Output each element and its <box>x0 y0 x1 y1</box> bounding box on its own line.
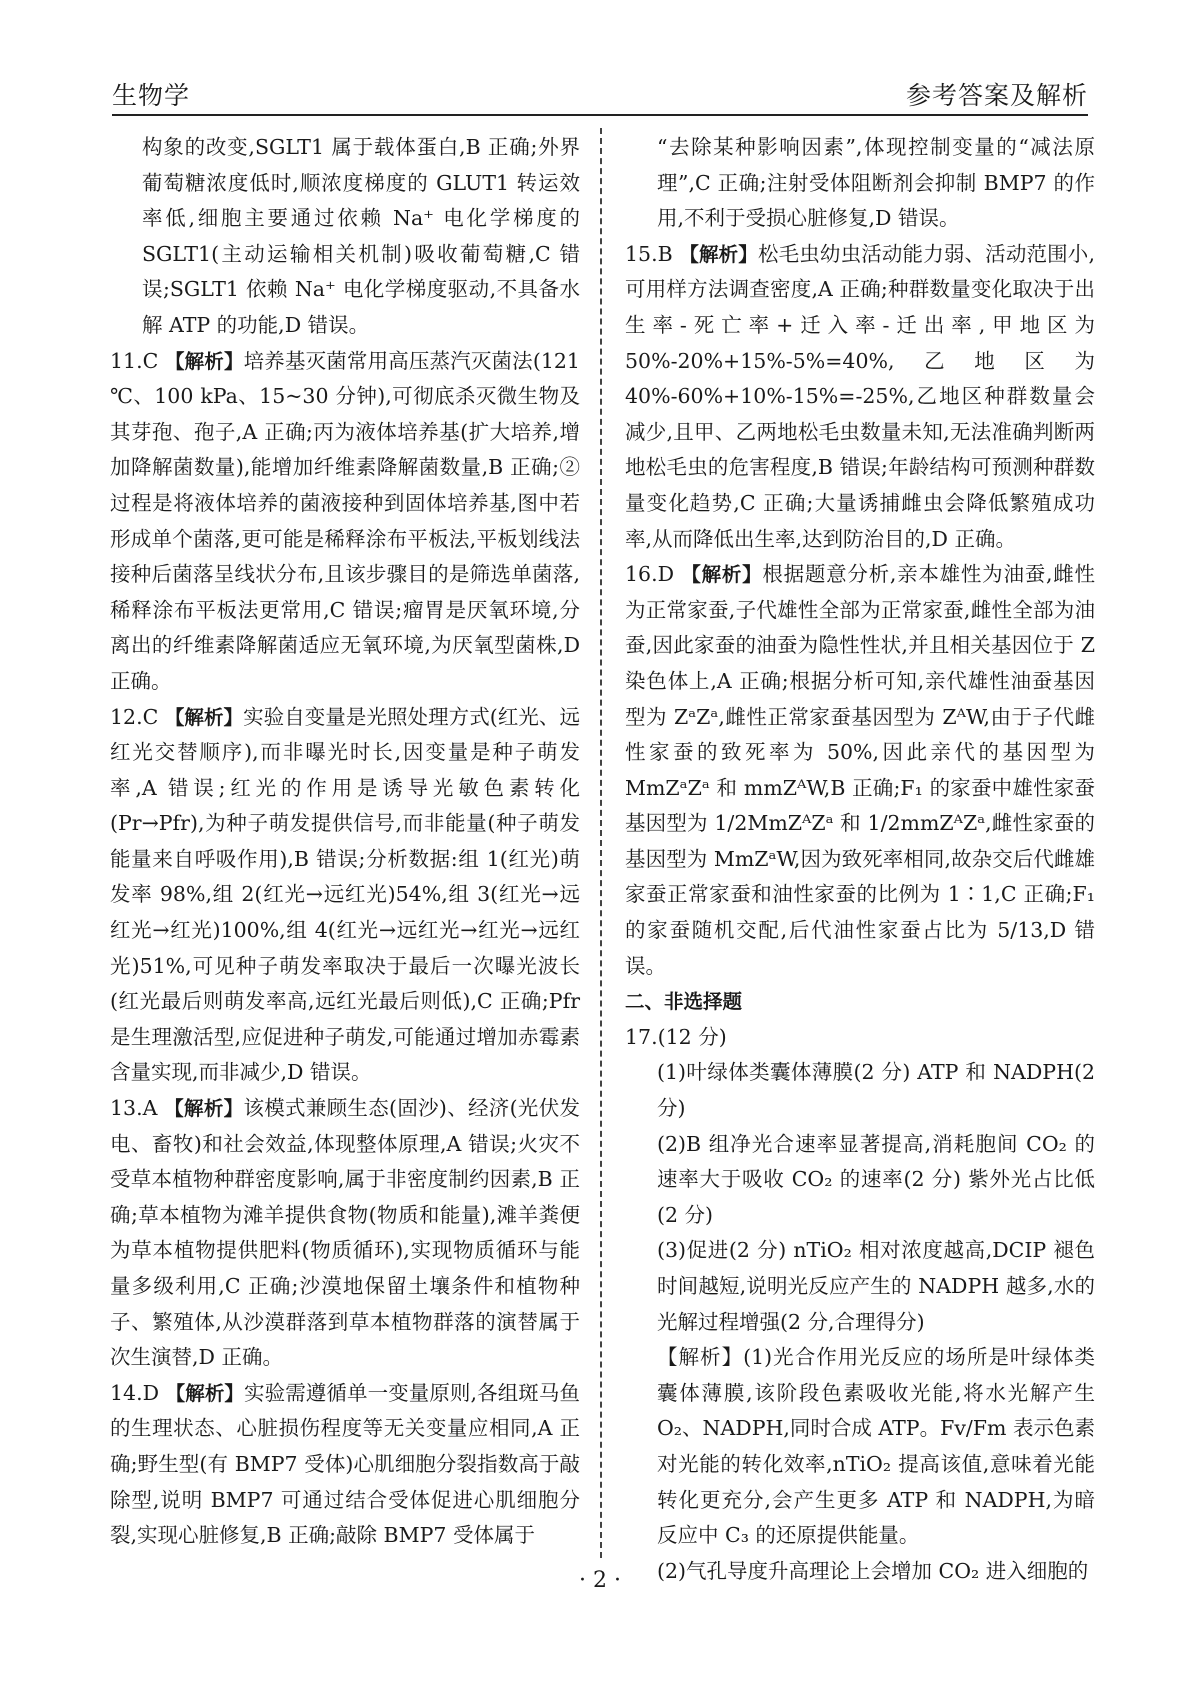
answer-17-analysis <box>625 1340 1095 1554</box>
document-title: 参考答案及解析 <box>905 81 1088 110</box>
answer-item-15 <box>625 237 1095 557</box>
analysis-tag: 【解析】 <box>657 1345 744 1370</box>
item-number: 15.B <box>625 241 673 266</box>
item-number: 12.C <box>110 704 159 729</box>
column-divider <box>600 128 602 1558</box>
answer-17-part-2: (2)B 组净光合速率显著提高,消耗胞间 CO₂ 的速率大于吸收 CO₂ 的速率(2 分) 紫外光占比低(2 分) <box>657 1131 1095 1227</box>
item-text: 培养基灭菌常用高压蒸汽灭菌法(121 ℃、100 kPa、15~30 分钟),可彻底杀灭微生物及其芽孢、孢子,A 正确;丙为液体培养基(扩大培养,增加降解菌数量),能增加纤维素降解菌数量,B 正确;②过程是将液体培养的菌液接种到固体培养基,图中若形成单个菌落,更可能是稀释涂布平板法,平板划线法接种后菌落呈线状分布,且该步骤目的是筛选单菌落,稀释涂布平板法更常用,C 错误;瘤胃是厌氧环境,分离出的纤维素降解菌适应无氧环境,为厌氧型菌株,D 正确。 <box>110 348 580 693</box>
continued-paragraph: “去除某种影响因素”,体现控制变量的“减法原理”,C 正确;注射受体阻断剂会抑制 BMP7 的作用,不利于受损心脏修复,D 错误。 <box>657 135 1095 231</box>
subject-title: 生物学 <box>112 81 191 110</box>
item-number: 11.C <box>110 348 159 373</box>
analysis-tag: 【解析】 <box>681 563 763 587</box>
answer-item-12 <box>110 700 580 1092</box>
answer-item-13 <box>110 1091 580 1376</box>
page-number: · 2 · <box>579 1568 621 1593</box>
analysis-tag: 【解析】 <box>164 349 244 373</box>
item-text: 实验自变量是光照处理方式(红光、远红光交替顺序),而非曝光时长,因变量是种子萌发率,A 错误;红光的作用是诱导光敏色素转化(Pr→Pfr),为种子萌发提供信号,而非能量(种子萌发能量来自呼吸作用),B 错误;分析数据:组 1(红光)萌发率 98%,组 2(红光→远红光)54%,组 3(红光→远红光→红光)100%,组 4(红光→远红光→红光→远红光)51%,可见种子萌发率取决于最后一次曝光波长(红光最后则萌发率高,远红光最后则低),C 正确;Pfr 是生理激活型,应促进种子萌发,可能通过增加赤霉素含量实现,而非减少,D 错误。 <box>110 704 580 1085</box>
continued-paragraph: 构象的改变,SGLT1 属于载体蛋白,B 正确;外界葡萄糖浓度低时,顺浓度梯度的 GLUT1 转运效率低,细胞主要通过依赖 Na⁺ 电化学梯度的 SGLT1(主动运输相关机制)吸收葡萄糖,C 错误;SGLT1 依赖 Na⁺ 电化学梯度驱动,不具备水解 ATP 的功能,D 错误。 <box>142 135 580 337</box>
item-number: 16.D <box>625 562 675 587</box>
item-number: 13.A <box>110 1096 158 1121</box>
right-column <box>625 130 1095 1589</box>
analysis-tag: 【解析】 <box>164 1097 244 1121</box>
item-text: 实验需遵循单一变量原则,各组斑马鱼的生理状态、心脏损伤程度等无关变量应相同,A 正确;野生型(有 BMP7 受体)心肌细胞分裂指数高于敲除型,说明 BMP7 可通过结合受体促进心肌细胞分裂,实现心脏修复,B 正确;敲除 BMP7 受体属于 <box>110 1380 580 1548</box>
answer-17-part-1: (1)叶绿体类囊体薄膜(2 分) ATP 和 NADPH(2 分) <box>657 1060 1095 1121</box>
page-header <box>112 74 1088 116</box>
section-heading: 二、非选择题 <box>625 990 743 1014</box>
item-number: 14.D <box>110 1380 160 1405</box>
item-text: 松毛虫幼虫活动能力弱、活动范围小,可用样方法调查密度,A 正确;种群数量变化取决于出生率-死亡率+迁入率-迁出率,甲地区为 50%-20%+15%-5%=40%,乙地区为 40%-60%+10%-15%=-25%,乙地区种群数量会减少,且甲、乙两地松毛虫数量未知,无法准确判断两地松毛虫的危害程度,B 错误;年龄结构可预测种群数量变化趋势,C 正确;大量诱捕雌虫会降低繁殖成功率,从而降低出生率,达到防治目的,D 正确。 <box>625 241 1095 551</box>
answer-17-part-3: (3)促进(2 分) nTiO₂ 相对浓度越高,DCIP 褪色时间越短,说明光反应产生的 NADPH 越多,水的光解过程增强(2 分,合理得分) <box>657 1238 1095 1334</box>
analysis-tag: 【解析】 <box>164 705 244 729</box>
answer-item-11 <box>110 344 580 700</box>
answer-item-14 <box>110 1376 580 1554</box>
left-column <box>110 130 580 1554</box>
item-text: 根据题意分析,亲本雄性为油蚕,雌性为正常家蚕,子代雄性全部为正常家蚕,雌性全部为油蚕,因此家蚕的油蚕为隐性性状,并且相关基因位于 Z 染色体上,A 正确;根据分析可知,亲代雄性油蚕基因型为 ZᵃZᵃ,雌性正常家蚕基因型为 ZᴬW,由于子代雌性家蚕的致死率为 50%,因此亲代的基因型为 MmZᵃZᵃ 和 mmZᴬW,B 正确;F₁ 的家蚕中雄性家蚕基因型为 1/2MmZᴬZᵃ 和 1/2mmZᴬZᵃ,雌性家蚕的基因型为 MmZᵃW,因为致死率相同,故杂交后代雌雄家蚕正常家蚕和油性家蚕的比例为 1∶1,C 正确;F₁ 的家蚕随机交配,后代油性家蚕占比为 5/13,D 错误。 <box>625 562 1095 978</box>
answer-item-16 <box>625 557 1095 984</box>
answer-item-17-number: 17.(12 分) <box>625 1024 727 1049</box>
item-text: 该模式兼顾生态(固沙)、经济(光伏发电、畜牧)和社会效益,体现整体原理,A 错误;火灾不受草本植物种群密度影响,属于非密度制约因素,B 正确;草本植物为滩羊提供食物(物质和能量),滩羊粪便为草本植物提供肥料(物质循环),实现物质循环与能量多级利用,C 正确;沙漠地保留土壤条件和植物种子、繁殖体,从沙漠群落到草本植物群落的演替属于次生演替,D 正确。 <box>110 1096 580 1370</box>
analysis-text-1: (1)光合作用光反应的场所是叶绿体类囊体薄膜,该阶段色素吸收光能,将水光解产生 O₂、NADPH,同时合成 ATP。Fv/Fm 表示色素对光能的转化效率,nTiO₂ 提高该值,意味着光能转化更充分,会产生更多 ATP 和 NADPH,为暗反应中 C₃ 的还原提供能量。 <box>657 1345 1096 1548</box>
analysis-tag: 【解析】 <box>165 1381 245 1405</box>
analysis-tag: 【解析】 <box>679 242 758 266</box>
answer-17-analysis-2: (2)气孔导度升高理论上会增加 CO₂ 进入细胞的 <box>657 1558 1089 1583</box>
